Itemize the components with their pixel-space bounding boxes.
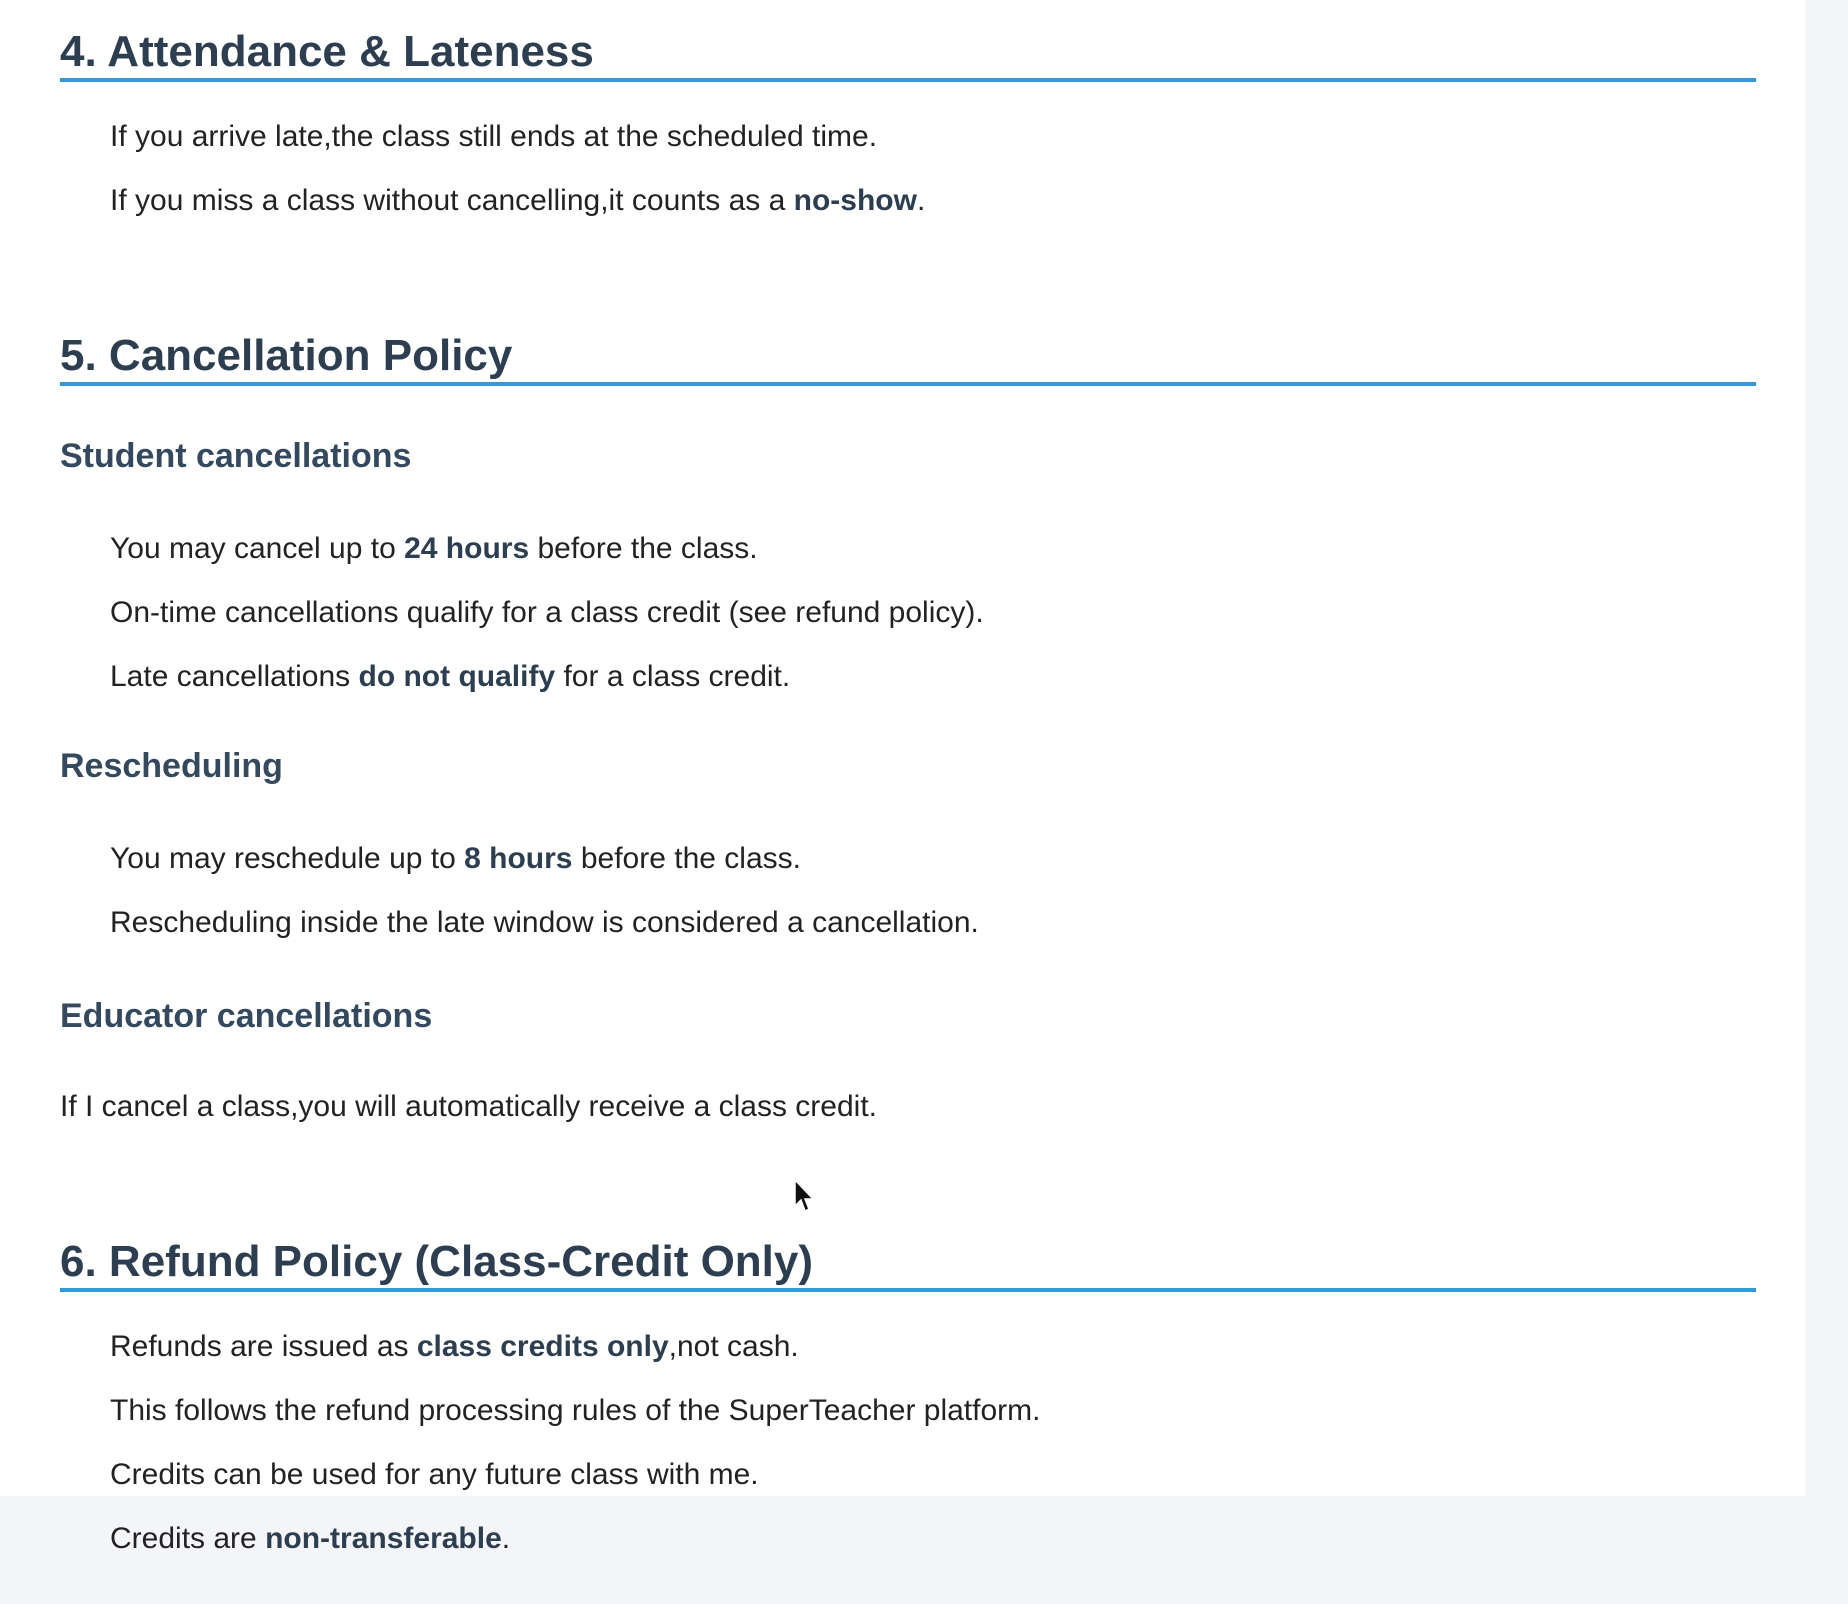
text-run: On-time cancellations qualify for a class credit (see refund policy). [110, 596, 984, 629]
text-run: Credits are [110, 1522, 266, 1555]
list-item [110, 594, 1756, 632]
bullet-list [60, 1328, 1756, 1558]
subsection-heading: Student cancellations [60, 437, 412, 475]
emphasis-text: do not qualify [358, 660, 556, 693]
text-run: Credits can be used for any future class with me. [110, 1458, 759, 1491]
section-heading: 5. Cancellation Policy [60, 330, 1756, 386]
bullet-list [60, 118, 1756, 220]
text-run: Late cancellations [110, 660, 359, 693]
text-run: ,not cash. [668, 1330, 799, 1363]
paragraph: If I cancel a class,you will automatically receive a class credit. [60, 1090, 877, 1123]
text-run: Rescheduling inside the late window is considered a cancellation. [110, 906, 979, 939]
text-run: If you miss a class without cancelling,it counts as a [110, 184, 794, 217]
text-run: If you arrive late,the class still ends at the scheduled time. [110, 120, 878, 153]
document-content [60, 0, 1756, 1604]
list-item [110, 840, 1756, 878]
section-cancellation [60, 330, 1756, 1146]
section-heading: 4. Attendance & Lateness [60, 26, 1756, 82]
text-run: This follows the refund processing rules of the SuperTeacher platform. [110, 1394, 1041, 1427]
section-attendance [60, 0, 1756, 266]
subsection-heading: Rescheduling [60, 747, 283, 785]
subsection-student-cancellations [60, 434, 1756, 696]
mouse-pointer-icon [793, 1178, 817, 1214]
list-item [110, 530, 1756, 568]
text-run: . [916, 184, 926, 217]
list-item [110, 182, 1756, 220]
list-item [110, 1456, 1756, 1494]
text-run: for a class credit. [555, 660, 791, 693]
emphasis-text: non-transferable [265, 1522, 502, 1555]
emphasis-text: 24 hours [404, 532, 530, 565]
subsection-heading: Educator cancellations [60, 997, 433, 1035]
bullet-list [60, 840, 1756, 942]
bullet-list [60, 530, 1756, 696]
list-item [110, 1328, 1756, 1366]
list-item [110, 904, 1756, 942]
emphasis-text: class credits only [416, 1330, 669, 1363]
list-item [110, 118, 1756, 156]
text-run: before the class. [529, 532, 758, 565]
list-item [110, 658, 1756, 696]
subsection-educator-cancellations [60, 994, 1756, 1126]
text-run: Refunds are issued as [110, 1330, 417, 1363]
emphasis-text: no-show [793, 184, 917, 217]
emphasis-text: 8 hours [464, 842, 573, 875]
text-run: before the class. [572, 842, 801, 875]
list-item [110, 1520, 1756, 1558]
section-refund-policy [60, 1236, 1756, 1604]
section-heading: 6. Refund Policy (Class-Credit Only) [60, 1236, 1756, 1292]
list-item [110, 1392, 1756, 1430]
text-run: . [501, 1522, 511, 1555]
subsection-rescheduling [60, 744, 1756, 942]
text-run: You may cancel up to [110, 532, 405, 565]
text-run: You may reschedule up to [110, 842, 465, 875]
